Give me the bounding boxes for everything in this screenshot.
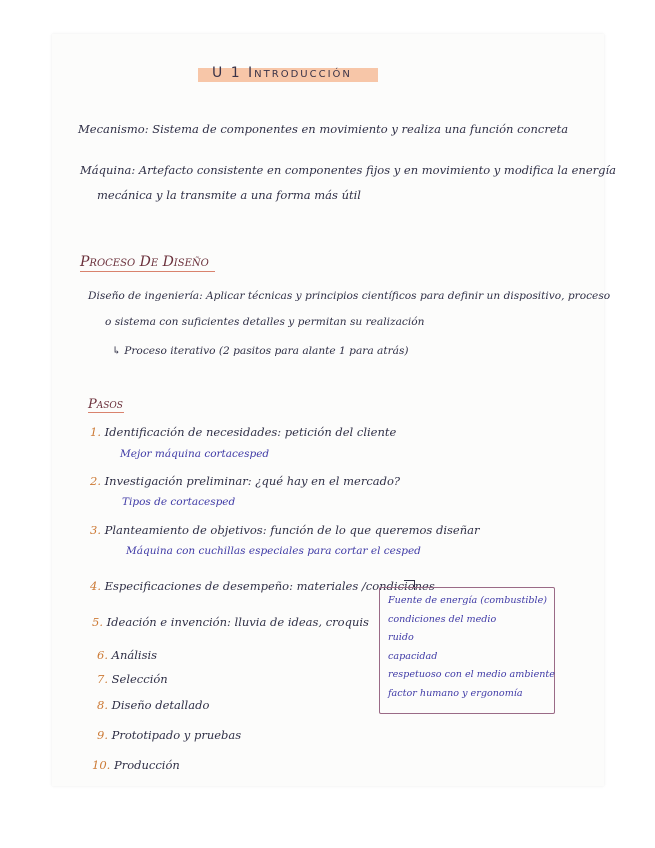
diseno-definition-line1: Diseño de ingeniería: Aplicar técnicas y principios científicos para definir un dispositivo, proceso — [88, 290, 611, 302]
step-item — [92, 617, 369, 629]
step-note: Mejor máquina cortacesped — [120, 448, 270, 460]
section-heading-proceso: Proceso De Diseño — [80, 254, 209, 270]
condition-item: factor humano y ergonomía — [388, 687, 523, 699]
conditions-list — [388, 596, 555, 708]
step-text: Planteamiento de objetivos: función de lo que queremos diseñar — [104, 523, 480, 537]
step-item — [90, 476, 400, 488]
step-number: 7. — [97, 672, 108, 686]
page-title: U 1 Introducción — [212, 65, 352, 81]
step-number: 10. — [92, 758, 111, 772]
condition-item: ruido — [388, 632, 414, 644]
step-item — [97, 650, 157, 662]
step-text: Ideación e invención: lluvia de ideas, croquis — [106, 615, 369, 629]
diseno-definition-line2: o sistema con suficientes detalles y permitan su realización — [105, 316, 425, 328]
proceso-iterativo-note: ↳ Proceso iterativo (2 pasitos para alante 1 para atrás) — [112, 345, 409, 357]
step-item — [92, 760, 180, 772]
definition-maquina-line2: mecánica y la transmite a una forma más útil — [97, 188, 361, 202]
step-text: Producción — [113, 758, 180, 772]
step-item — [97, 730, 241, 742]
step-number: 5. — [92, 615, 103, 629]
step-number: 4. — [90, 579, 101, 593]
heading-underline — [88, 412, 124, 413]
condition-item: respetuoso con el medio ambiente — [388, 669, 555, 681]
condition-item: capacidad — [388, 650, 438, 662]
step-note: Máquina con cuchillas especiales para cortar el cesped — [126, 545, 421, 557]
condition-item: Fuente de energía (combustible) — [388, 595, 548, 606]
step-text: Especificaciones de desempeño: materiales /condiciones — [104, 579, 435, 593]
step-text: Selección — [111, 672, 168, 686]
section-heading-pasos: Pasos — [88, 397, 123, 412]
heading-underline — [80, 271, 215, 272]
step-text: Análisis — [111, 648, 158, 662]
step-note: Tipos de cortacesped — [122, 496, 236, 508]
step-number: 3. — [90, 523, 101, 537]
step-number: 1. — [90, 425, 101, 439]
definition-maquina-line1: Máquina: Artefacto consistente en componentes fijos y en movimiento y modifica la energía — [80, 163, 617, 177]
condition-item: condiciones del medio — [388, 613, 497, 625]
definition-mecanismo: Mecanismo: Sistema de componentes en movimiento y realiza una función concreta — [78, 122, 569, 136]
conditions-box — [379, 587, 555, 714]
step-number: 6. — [97, 648, 108, 662]
step-text: Prototipado y pruebas — [111, 728, 242, 742]
step-text: Investigación preliminar: ¿qué hay en el mercado? — [104, 474, 401, 488]
step-item — [97, 674, 168, 686]
step-item — [97, 700, 209, 712]
step-number: 2. — [90, 474, 101, 488]
step-item — [90, 427, 396, 439]
step-number: 8. — [97, 698, 108, 712]
step-item — [90, 525, 479, 537]
step-number: 9. — [97, 728, 108, 742]
step-text: Diseño detallado — [111, 698, 210, 712]
step-text: Identificación de necesidades: petición del cliente — [104, 425, 397, 439]
